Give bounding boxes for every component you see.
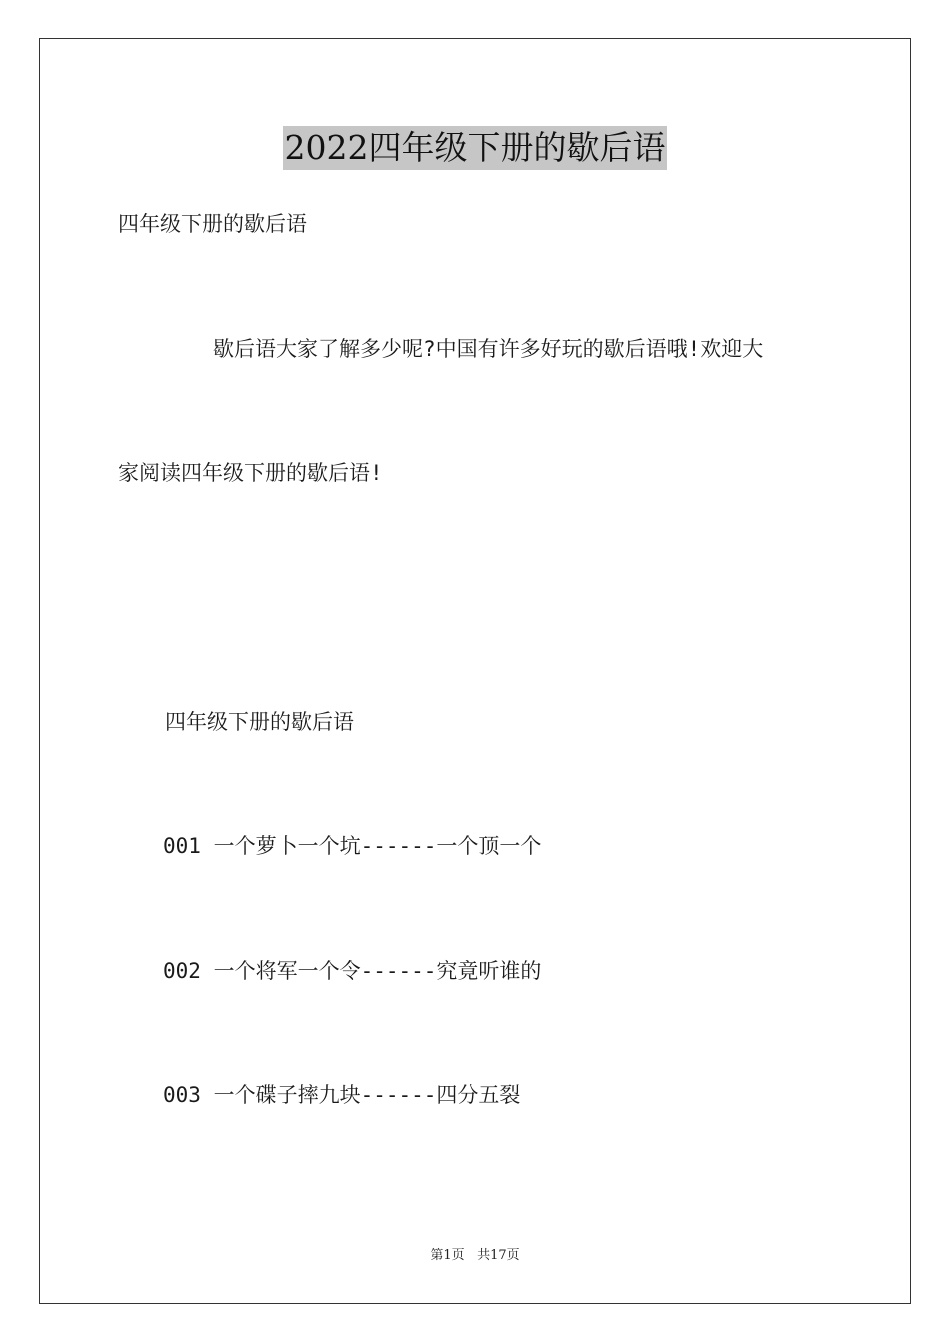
document-title: 2022四年级下册的歇后语	[283, 126, 668, 170]
page-footer	[0, 1247, 950, 1265]
document-subtitle: 四年级下册的歇后语	[118, 212, 307, 236]
page-number: 第1页	[430, 1248, 465, 1263]
page-total: 共17页	[477, 1248, 520, 1263]
intro-paragraph-line-2: 家阅读四年级下册的歇后语!	[118, 461, 383, 485]
intro-paragraph-line-1: 歇后语大家了解多少呢?中国有许多好玩的歇后语哦!欢迎大	[213, 337, 764, 361]
list-item: 003 一个碟子摔九块------四分五裂	[163, 1083, 521, 1107]
list-item: 001 一个萝卜一个坑------一个顶一个	[163, 834, 542, 858]
title-container	[0, 126, 950, 170]
section-heading: 四年级下册的歇后语	[165, 710, 354, 734]
list-item: 002 一个将军一个令------究竟听谁的	[163, 959, 542, 983]
